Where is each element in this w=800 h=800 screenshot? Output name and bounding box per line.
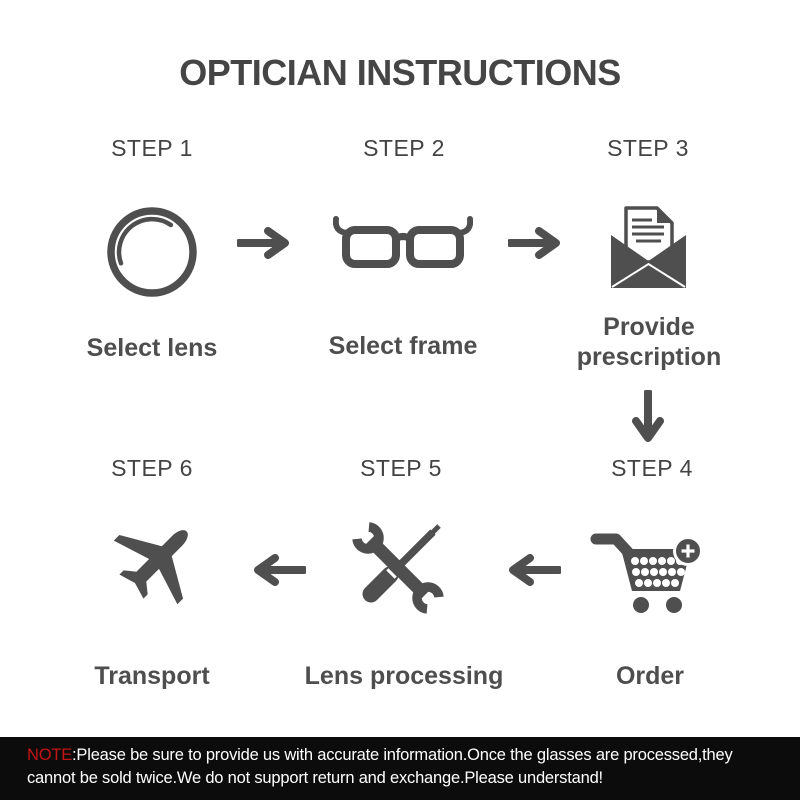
- arrow-left-icon: [505, 554, 561, 586]
- step-1-label: STEP 1: [111, 135, 193, 161]
- note-label: NOTE: [27, 746, 73, 764]
- page-title: OPTICIAN INSTRUCTIONS: [179, 52, 621, 93]
- envelope-icon: [606, 204, 691, 292]
- step-3-label: STEP 3: [607, 135, 689, 161]
- arrow-right-icon: [237, 227, 293, 259]
- cart-icon: [588, 513, 700, 621]
- step-2-label: STEP 2: [363, 135, 445, 161]
- step-4-label: STEP 4: [611, 455, 693, 481]
- plane-icon: [102, 508, 217, 623]
- arrow-right-icon: [508, 227, 564, 259]
- note-paragraph: [27, 744, 773, 790]
- step-5-label: STEP 5: [360, 455, 442, 481]
- step-2-caption: Select frame: [328, 332, 478, 360]
- arrow-left-icon: [250, 554, 306, 586]
- glasses-icon: [333, 210, 473, 274]
- note-text: :Please be sure to provide us with accurate information.Once the glasses are processed,they cannot be sold twice.We do not support return and exchange.Please understand!: [27, 746, 733, 787]
- step-5-caption: Lens processing: [304, 662, 504, 690]
- step-1-caption: Select lens: [86, 334, 218, 362]
- step-6-label: STEP 6: [111, 455, 193, 481]
- lens-icon: [104, 198, 200, 302]
- arrow-down-icon: [632, 390, 664, 446]
- tools-icon: [340, 510, 455, 625]
- step-4-caption: Order: [615, 662, 685, 690]
- note-bar: [0, 737, 800, 800]
- step-3-caption: Provide prescription: [576, 313, 722, 371]
- step-6-caption: Transport: [94, 662, 210, 690]
